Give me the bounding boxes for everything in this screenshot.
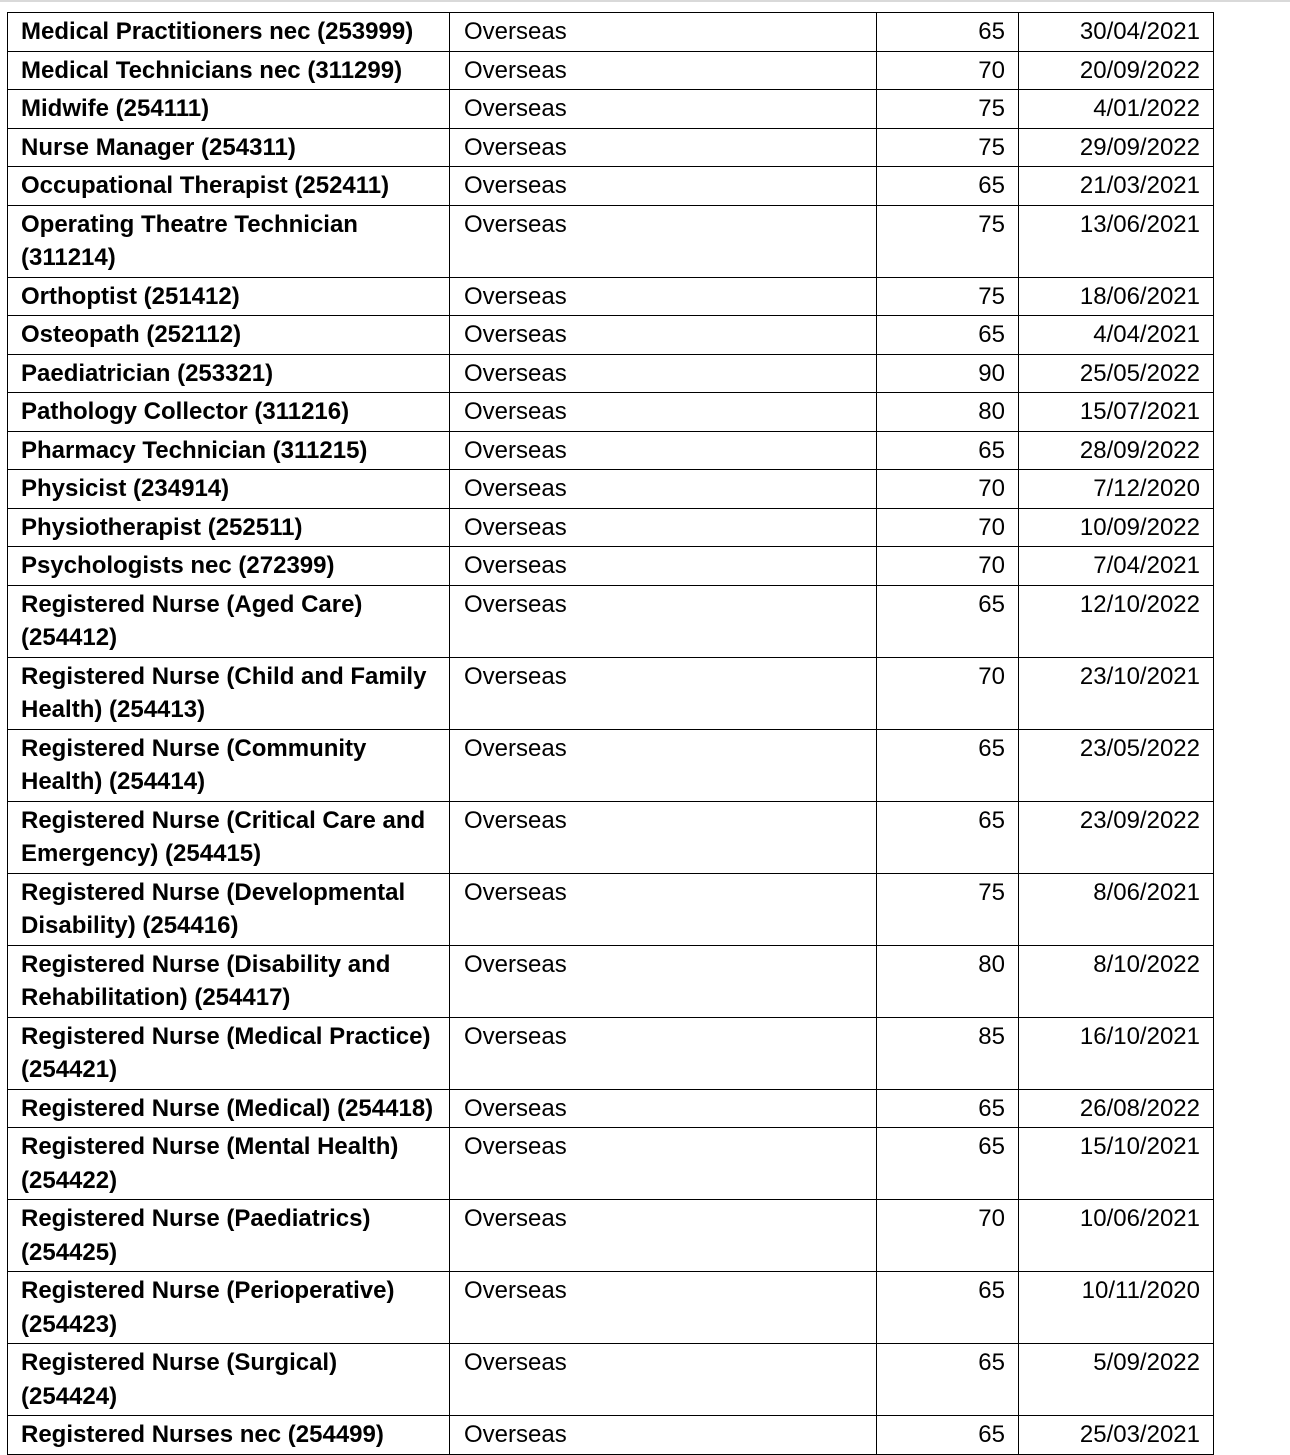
- location-cell: Overseas: [450, 547, 877, 586]
- location-cell: Overseas: [450, 1200, 877, 1272]
- location-cell: Overseas: [450, 1344, 877, 1416]
- date-cell: 18/06/2021: [1019, 277, 1214, 316]
- table-row: [8, 801, 1214, 873]
- points-cell: 70: [877, 508, 1019, 547]
- location-cell: Overseas: [450, 1017, 877, 1089]
- table-row: [8, 431, 1214, 470]
- occupation-cell: Registered Nurse (Mental Health) (254422): [8, 1128, 450, 1200]
- table-row: [8, 205, 1214, 277]
- date-cell: 23/10/2021: [1019, 657, 1214, 729]
- points-cell: 65: [877, 1416, 1019, 1455]
- points-cell: 65: [877, 801, 1019, 873]
- location-cell: Overseas: [450, 508, 877, 547]
- table-row: [8, 90, 1214, 129]
- date-cell: 8/06/2021: [1019, 873, 1214, 945]
- occupation-cell: Orthoptist (251412): [8, 277, 450, 316]
- occupation-cell: Registered Nurse (Critical Care and Emergency) (254415): [8, 801, 450, 873]
- table-row: [8, 729, 1214, 801]
- points-cell: 80: [877, 393, 1019, 432]
- date-cell: 10/11/2020: [1019, 1272, 1214, 1344]
- occupation-cell: Registered Nurses nec (254499): [8, 1416, 450, 1455]
- occupation-cell: Operating Theatre Technician (311214): [8, 205, 450, 277]
- location-cell: Overseas: [450, 801, 877, 873]
- date-cell: 4/04/2021: [1019, 316, 1214, 355]
- location-cell: Overseas: [450, 657, 877, 729]
- location-cell: Overseas: [450, 167, 877, 206]
- location-cell: Overseas: [450, 1272, 877, 1344]
- table-row: [8, 657, 1214, 729]
- date-cell: 25/05/2022: [1019, 354, 1214, 393]
- points-cell: 75: [877, 205, 1019, 277]
- occupation-cell: Registered Nurse (Community Health) (254414): [8, 729, 450, 801]
- location-cell: Overseas: [450, 470, 877, 509]
- date-cell: 13/06/2021: [1019, 205, 1214, 277]
- location-cell: Overseas: [450, 585, 877, 657]
- date-cell: 16/10/2021: [1019, 1017, 1214, 1089]
- occupation-cell: Osteopath (252112): [8, 316, 450, 355]
- occupation-cell: Registered Nurse (Aged Care) (254412): [8, 585, 450, 657]
- occupation-cell: Psychologists nec (272399): [8, 547, 450, 586]
- location-cell: Overseas: [450, 13, 877, 52]
- occupation-cell: Occupational Therapist (252411): [8, 167, 450, 206]
- points-cell: 65: [877, 167, 1019, 206]
- occupation-cell: Midwife (254111): [8, 90, 450, 129]
- occupation-cell: Registered Nurse (Medical) (254418): [8, 1089, 450, 1128]
- points-cell: 75: [877, 90, 1019, 129]
- table-row: [8, 1416, 1214, 1455]
- table-row: [8, 354, 1214, 393]
- table-row: [8, 585, 1214, 657]
- points-cell: 70: [877, 1200, 1019, 1272]
- table-row: [8, 1089, 1214, 1128]
- occupation-table-body: [8, 13, 1214, 1455]
- date-cell: 5/09/2022: [1019, 1344, 1214, 1416]
- points-cell: 65: [877, 585, 1019, 657]
- occupation-cell: Physiotherapist (252511): [8, 508, 450, 547]
- date-cell: 8/10/2022: [1019, 945, 1214, 1017]
- table-row: [8, 316, 1214, 355]
- occupation-cell: Medical Technicians nec (311299): [8, 51, 450, 90]
- occupation-cell: Pharmacy Technician (311215): [8, 431, 450, 470]
- location-cell: Overseas: [450, 51, 877, 90]
- occupation-cell: Registered Nurse (Perioperative) (254423): [8, 1272, 450, 1344]
- occupation-cell: Registered Nurse (Paediatrics) (254425): [8, 1200, 450, 1272]
- date-cell: 23/09/2022: [1019, 801, 1214, 873]
- points-cell: 65: [877, 1089, 1019, 1128]
- top-divider: [0, 0, 1290, 2]
- occupation-cell: Registered Nurse (Medical Practice) (254421): [8, 1017, 450, 1089]
- date-cell: 10/09/2022: [1019, 508, 1214, 547]
- location-cell: Overseas: [450, 316, 877, 355]
- date-cell: 20/09/2022: [1019, 51, 1214, 90]
- date-cell: 25/03/2021: [1019, 1416, 1214, 1455]
- location-cell: Overseas: [450, 873, 877, 945]
- points-cell: 75: [877, 128, 1019, 167]
- points-cell: 65: [877, 13, 1019, 52]
- date-cell: 7/12/2020: [1019, 470, 1214, 509]
- date-cell: 28/09/2022: [1019, 431, 1214, 470]
- table-row: [8, 393, 1214, 432]
- location-cell: Overseas: [450, 393, 877, 432]
- table-row: [8, 470, 1214, 509]
- occupation-cell: Registered Nurse (Surgical) (254424): [8, 1344, 450, 1416]
- date-cell: 15/10/2021: [1019, 1128, 1214, 1200]
- occupation-cell: Registered Nurse (Developmental Disability) (254416): [8, 873, 450, 945]
- points-cell: 70: [877, 470, 1019, 509]
- table-row: [8, 508, 1214, 547]
- date-cell: 26/08/2022: [1019, 1089, 1214, 1128]
- points-cell: 65: [877, 1344, 1019, 1416]
- occupation-cell: Paediatrician (253321): [8, 354, 450, 393]
- date-cell: 30/04/2021: [1019, 13, 1214, 52]
- table-row: [8, 167, 1214, 206]
- location-cell: Overseas: [450, 128, 877, 167]
- table-row: [8, 51, 1214, 90]
- points-cell: 65: [877, 729, 1019, 801]
- points-cell: 65: [877, 316, 1019, 355]
- date-cell: 23/05/2022: [1019, 729, 1214, 801]
- location-cell: Overseas: [450, 945, 877, 1017]
- date-cell: 10/06/2021: [1019, 1200, 1214, 1272]
- occupation-cell: Medical Practitioners nec (253999): [8, 13, 450, 52]
- date-cell: 21/03/2021: [1019, 167, 1214, 206]
- table-row: [8, 1272, 1214, 1344]
- location-cell: Overseas: [450, 354, 877, 393]
- occupation-cell: Registered Nurse (Child and Family Health) (254413): [8, 657, 450, 729]
- location-cell: Overseas: [450, 90, 877, 129]
- table-row: [8, 13, 1214, 52]
- occupation-cell: Pathology Collector (311216): [8, 393, 450, 432]
- table-row: [8, 1200, 1214, 1272]
- points-cell: 70: [877, 547, 1019, 586]
- points-cell: 90: [877, 354, 1019, 393]
- date-cell: 29/09/2022: [1019, 128, 1214, 167]
- table-row: [8, 277, 1214, 316]
- table-row: [8, 1017, 1214, 1089]
- table-row: [8, 1128, 1214, 1200]
- points-cell: 65: [877, 431, 1019, 470]
- points-cell: 85: [877, 1017, 1019, 1089]
- location-cell: Overseas: [450, 1416, 877, 1455]
- points-cell: 80: [877, 945, 1019, 1017]
- points-cell: 70: [877, 657, 1019, 729]
- location-cell: Overseas: [450, 205, 877, 277]
- points-cell: 75: [877, 873, 1019, 945]
- occupation-cell: Registered Nurse (Disability and Rehabilitation) (254417): [8, 945, 450, 1017]
- occupation-cell: Nurse Manager (254311): [8, 128, 450, 167]
- date-cell: 7/04/2021: [1019, 547, 1214, 586]
- date-cell: 12/10/2022: [1019, 585, 1214, 657]
- location-cell: Overseas: [450, 729, 877, 801]
- table-row: [8, 1344, 1214, 1416]
- points-cell: 65: [877, 1272, 1019, 1344]
- table-row: [8, 128, 1214, 167]
- table-row: [8, 547, 1214, 586]
- table-row: [8, 873, 1214, 945]
- occupation-table: [7, 12, 1214, 1455]
- points-cell: 75: [877, 277, 1019, 316]
- occupation-cell: Physicist (234914): [8, 470, 450, 509]
- location-cell: Overseas: [450, 431, 877, 470]
- table-row: [8, 945, 1214, 1017]
- points-cell: 65: [877, 1128, 1019, 1200]
- date-cell: 4/01/2022: [1019, 90, 1214, 129]
- location-cell: Overseas: [450, 1128, 877, 1200]
- points-cell: 70: [877, 51, 1019, 90]
- location-cell: Overseas: [450, 1089, 877, 1128]
- date-cell: 15/07/2021: [1019, 393, 1214, 432]
- location-cell: Overseas: [450, 277, 877, 316]
